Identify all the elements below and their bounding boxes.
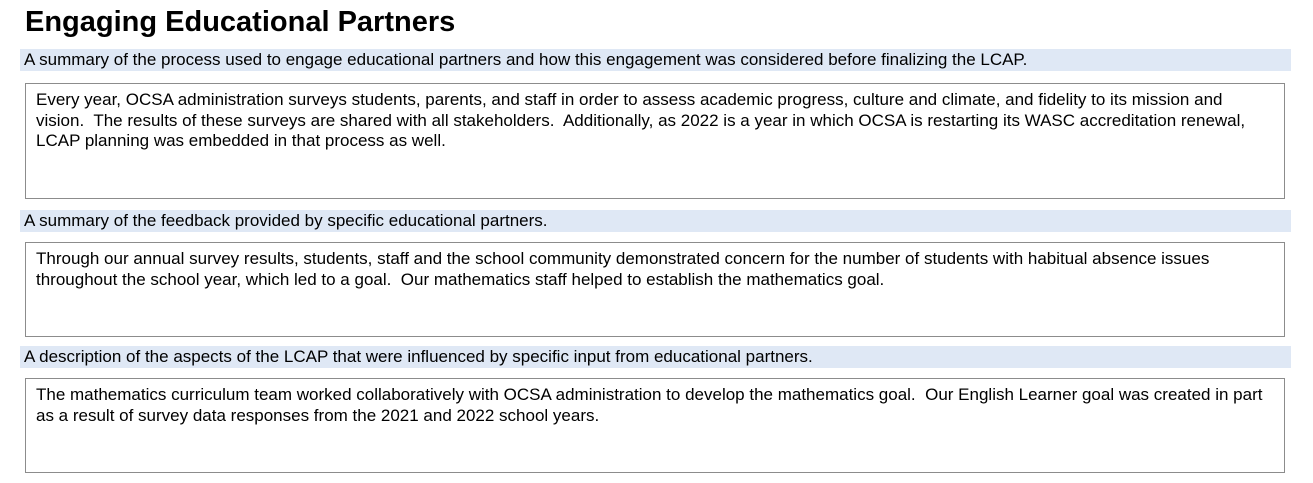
text-box-lcap-influence bbox=[25, 378, 1285, 473]
section-header-lcap-influence: A description of the aspects of the LCAP that were influenced by specific input from educational partners. bbox=[20, 346, 1291, 368]
section-header-engagement-process: A summary of the process used to engage educational partners and how this engagement was considered before finalizing the LCAP. bbox=[20, 49, 1291, 71]
engagement-process-text: Every year, OCSA administration surveys students, parents, and staff in order to assess academic progress, culture and climate, and fidelity to its mission and vision. The results of these surveys are shared with all stakeholders. Additionally, as 2022 is a year in which OCSA is restarting its WASC accreditation renewal, LCAP planning was embedded in that process as well. bbox=[36, 90, 1250, 150]
text-box-partner-feedback bbox=[25, 242, 1285, 337]
text-box-engagement-process bbox=[25, 83, 1285, 199]
lcap-influence-text: The mathematics curriculum team worked collaboratively with OCSA administration to develop the mathematics goal. Our English Learner goal was created in part as a result of survey data responses from the 2021 and 2022 school years. bbox=[36, 385, 1268, 425]
page-title: Engaging Educational Partners bbox=[25, 6, 456, 38]
section-header-partner-feedback: A summary of the feedback provided by specific educational partners. bbox=[20, 210, 1291, 232]
partner-feedback-text: Through our annual survey results, students, staff and the school community demonstrated concern for the number of students with habitual absence issues throughout the school year, which led to a goal. Our mathematics staff helped to establish the mathematics goal. bbox=[36, 249, 1215, 289]
